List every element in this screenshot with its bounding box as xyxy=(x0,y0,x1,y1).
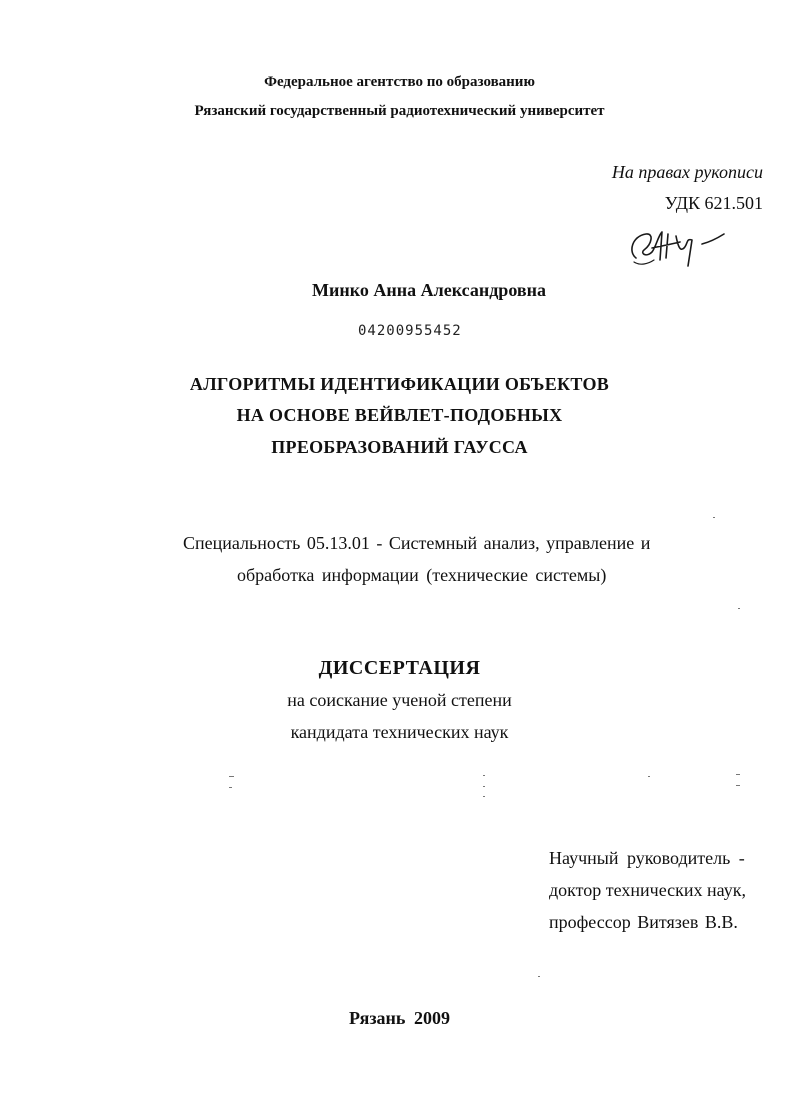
degree-name: кандидата технических наук xyxy=(290,722,509,742)
author-name: Минко Анна Александровна xyxy=(312,280,546,300)
agency-name: Федеральное агентство по образованию xyxy=(264,74,535,90)
dissertation-title-line: НА ОСНОВЕ ВЕЙВЛЕТ-ПОДОБНЫХ xyxy=(236,405,563,425)
specialty-line: Специальность 05.13.01 - Системный анализ, управление и xyxy=(183,533,651,553)
supervisor-line: профессор Витязев В.В. xyxy=(549,912,738,932)
scan-speck xyxy=(483,775,485,776)
scan-speck xyxy=(736,785,740,786)
manuscript-rights-note: На правах рукописи xyxy=(611,162,763,182)
scan-speck xyxy=(738,608,740,609)
registration-number: 04200955452 xyxy=(358,323,462,339)
specialty-line: обработка информации (технические системы) xyxy=(237,565,607,585)
scan-speck xyxy=(229,776,234,777)
scan-speck xyxy=(648,776,650,777)
scan-speck xyxy=(736,774,740,775)
supervisor-line: доктор технических наук, xyxy=(549,880,746,900)
degree-purpose: на соискание ученой степени xyxy=(287,690,512,710)
document-type-heading: ДИССЕРТАЦИЯ xyxy=(318,657,481,679)
scan-speck xyxy=(483,796,485,797)
scan-speck xyxy=(538,976,540,977)
scan-speck xyxy=(483,786,485,787)
university-name: Рязанский государственный радиотехнический университет xyxy=(194,103,605,119)
handwritten-signature xyxy=(622,222,732,274)
city-and-year: Рязань 2009 xyxy=(349,1008,450,1028)
dissertation-title-line: ПРЕОБРАЗОВАНИЙ ГАУССА xyxy=(271,437,528,457)
dissertation-title-line: АЛГОРИТМЫ ИДЕНТИФИКАЦИИ ОБЪЕКТОВ xyxy=(189,374,610,394)
scan-speck xyxy=(713,517,715,518)
udk-code: УДК 621.501 xyxy=(664,193,763,213)
supervisor-line: Научный руководитель - xyxy=(549,848,745,868)
scan-speck xyxy=(229,787,232,788)
